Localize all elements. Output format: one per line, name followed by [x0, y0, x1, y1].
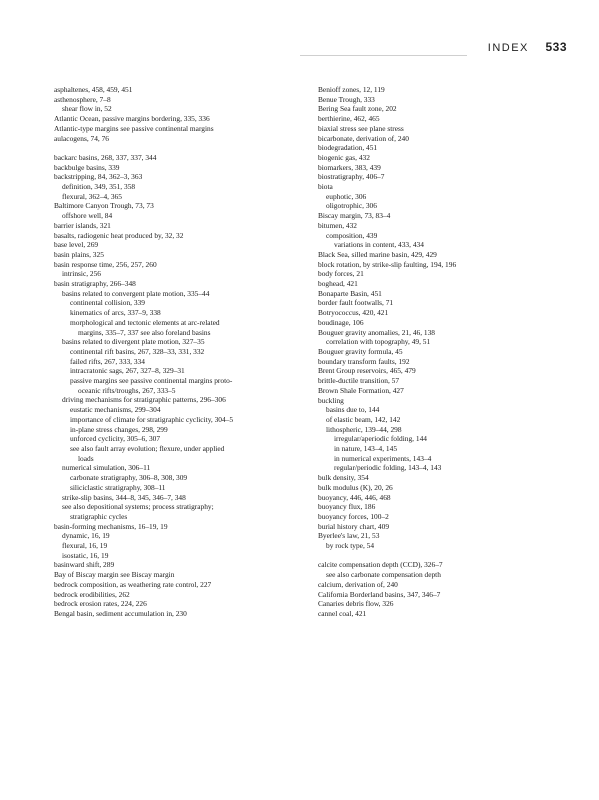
index-entry: basins related to divergent plate motion, 327–35	[62, 337, 205, 347]
index-entry: basin stratigraphy, 266–348	[54, 279, 136, 289]
index-entry: in nature, 143–4, 145	[334, 444, 398, 454]
index-entry: boghead, 421	[318, 279, 358, 289]
index-entry: intracratonic sags, 267, 327–8, 329–31	[70, 366, 185, 376]
index-entry: biogenic gas, 432	[318, 152, 370, 162]
index-entry: dynamic, 16, 19	[62, 531, 110, 541]
index-entry: lithospheric, 139–44, 298	[326, 424, 402, 434]
index-entry: oceanic rifts/troughs, 267, 333–5	[78, 385, 176, 395]
index-entry: regular/periodic folding, 143–4, 143	[334, 463, 442, 473]
index-entry: bulk density, 354	[318, 473, 369, 483]
index-entry: of elastic beam, 142, 142	[326, 414, 401, 424]
index-entry: biostratigraphy, 406–7	[318, 172, 385, 182]
index-entry: offshore well, 84	[62, 211, 113, 221]
index-entry: in-plane stress changes, 298, 299	[70, 424, 168, 434]
index-entry: composition, 439	[326, 230, 378, 240]
index-entry: correlation with topography, 49, 51	[326, 337, 431, 347]
index-entry: Brown Shale Formation, 427	[318, 385, 404, 395]
index-entry: Bengal basin, sediment accumulation in, 230	[54, 608, 187, 618]
index-entry: backstripping, 84, 362–3, 363	[54, 172, 143, 182]
index-entry: stratigraphic cycles	[70, 511, 128, 521]
index-entry: morphological and tectonic elements at arc-related	[70, 317, 220, 327]
index-entry: Bouguer gravity anomalies, 21, 46, 138	[318, 327, 435, 337]
index-entry: basin response time, 256, 257, 260	[54, 259, 157, 269]
index-entry: asthenosphere, 7–8	[54, 94, 111, 104]
index-entry: Bay of Biscay margin see Biscay margin	[54, 570, 175, 580]
index-entry: Benue Trough, 333	[318, 94, 375, 104]
index-entry: Baltimore Canyon Trough, 73, 73	[54, 201, 154, 211]
index-entry: boundary transform faults, 192	[318, 356, 410, 366]
index-entry: euphotic, 306	[326, 191, 367, 201]
index-entry: block rotation, by strike-slip faulting, 194, 196	[318, 259, 457, 269]
index-entry: importance of climate for stratigraphic cyclicity, 304–5	[70, 414, 234, 424]
index-entry: Bouguer gravity formula, 45	[318, 346, 403, 356]
index-entry: aulacogens, 74, 76	[54, 133, 110, 143]
index-column-right	[318, 85, 563, 619]
index-entry: definition, 349, 351, 358	[62, 182, 136, 192]
index-entry: basin-forming mechanisms, 16–19, 19	[54, 521, 168, 531]
index-entry: biodegradation, 451	[318, 143, 378, 153]
index-entry: boudinage, 106	[318, 317, 364, 327]
index-entry: buoyancy, 446, 446, 468	[318, 492, 391, 502]
index-entry: shear flow in, 52	[62, 104, 112, 114]
index-entry: Biscay margin, 73, 83–4	[318, 211, 391, 221]
header-title: INDEX	[487, 42, 529, 54]
index-entry: flexural, 16, 19	[62, 541, 108, 551]
index-entry: Benioff zones, 12, 119	[318, 85, 385, 94]
index-entry: buckling	[318, 395, 344, 405]
index-entry: Atlantic-type margins see passive continental margins	[54, 123, 214, 133]
index-column-left	[54, 85, 299, 619]
index-entry: basins due to, 144	[326, 405, 380, 415]
index-entry: strike-slip basins, 344–8, 345, 346–7, 348	[62, 492, 186, 502]
index-entry: bedrock composition, as weathering rate control, 227	[54, 579, 212, 589]
index-entry: bulk modulus (K), 20, 26	[318, 482, 393, 492]
index-entry: irregular/aperiodic folding, 144	[334, 434, 427, 444]
index-entry: berthierine, 462, 465	[318, 114, 380, 124]
index-entry: margins, 335–7, 337 see also foreland basins	[78, 327, 211, 337]
index-entry: eustatic mechanisms, 299–304	[70, 405, 161, 415]
index-entry: bedrock erodibilities, 262	[54, 589, 130, 599]
index-entry: brittle-ductile transition, 57	[318, 376, 400, 386]
running-header	[300, 40, 567, 54]
index-entry: variations in content, 433, 434	[334, 240, 424, 250]
index-entry: California Borderland basins, 347, 346–7	[318, 589, 441, 599]
index-entry: Black Sea, silled marine basin, 429, 429	[318, 249, 437, 259]
index-entry: Byerlee's law, 21, 53	[318, 531, 380, 541]
index-entry: calcium, derivation of, 240	[318, 579, 398, 589]
index-entry: Canaries debris flow, 326	[318, 599, 394, 609]
index-entry: Brent Group reservoirs, 465, 479	[318, 366, 416, 376]
index-entry: basins related to convergent plate motion, 335–44	[62, 288, 210, 298]
index-entry: see also carbonate compensation depth	[326, 570, 441, 580]
index-entry: biaxial stress see plane stress	[318, 123, 404, 133]
index-entry: Botryococcus, 420, 421	[318, 308, 389, 318]
index-entry: backarc basins, 268, 337, 337, 344	[54, 152, 157, 162]
index-entry: bedrock erosion rates, 224, 226	[54, 599, 147, 609]
index-entry: barrier islands, 321	[54, 220, 111, 230]
index-entry: oligotrophic, 306	[326, 201, 377, 211]
index-entry: burial history chart, 409	[318, 521, 390, 531]
index-entry: buoyancy forces, 100–2	[318, 511, 389, 521]
index-entry: basinward shift, 289	[54, 560, 115, 570]
index-entry: intrinsic, 256	[62, 269, 102, 279]
index-entry: passive margins see passive continental margins proto-	[70, 376, 233, 386]
index-entry: driving mechanisms for stratigraphic patterns, 296–306	[62, 395, 226, 405]
index-entry: buoyancy flux, 186	[318, 502, 376, 512]
index-entry: Bonaparte Basin, 451	[318, 288, 382, 298]
index-entry: biomarkers, 383, 439	[318, 162, 381, 172]
index-entry: bitumen, 432	[318, 220, 358, 230]
index-entry: calcite compensation depth (CCD), 326–7	[318, 560, 443, 570]
index-entry: basalts, radiogenic heat produced by, 32, 32	[54, 230, 184, 240]
index-entry: numerical simulation, 306–11	[62, 463, 151, 473]
index-entry: basin plains, 325	[54, 249, 104, 259]
index-entry: continental collision, 339	[70, 298, 145, 308]
index-entry: unforced cyclicity, 305–6, 307	[70, 434, 161, 444]
index-entry: Bering Sea fault zone, 202	[318, 104, 397, 114]
index-entry: siliciclastic stratigraphy, 308–11	[70, 482, 166, 492]
index-entry: continental rift basins, 267, 328–33, 331, 332	[70, 346, 205, 356]
index-entry: see also depositional systems; process stratigraphy;	[62, 502, 214, 512]
index-entry: asphaltenes, 458, 459, 451	[54, 85, 133, 94]
index-entry: Atlantic Ocean, passive margins bordering, 335, 336	[54, 114, 210, 124]
index-entry: failed rifts, 267, 333, 334	[70, 356, 145, 366]
header-rule	[300, 55, 467, 56]
index-entry: flexural, 362–4, 365	[62, 191, 122, 201]
index-entry: isostatic, 16, 19	[62, 550, 109, 560]
index-entry: base level, 269	[54, 240, 99, 250]
index-entry: by rock type, 54	[326, 541, 375, 551]
index-entry: body forces, 21	[318, 269, 364, 279]
index-entry: cannel coal, 421	[318, 608, 367, 618]
index-entry: bicarbonate, derivation of, 240	[318, 133, 409, 143]
index-entry: backbulge basins, 339	[54, 162, 120, 172]
index-entry: biota	[318, 182, 333, 192]
index-entry: kinematics of arcs, 337–9, 338	[70, 308, 161, 318]
index-entry: in numerical experiments, 143–4	[334, 453, 432, 463]
index-entry: see also fault array evolution; flexure, under applied	[70, 444, 225, 453]
index-entry: loads	[78, 453, 94, 463]
index-entry: carbonate stratigraphy, 306–8, 308, 309	[70, 473, 188, 483]
index-entry: border fault footwalls, 71	[318, 298, 394, 308]
page-number: 533	[545, 40, 567, 54]
